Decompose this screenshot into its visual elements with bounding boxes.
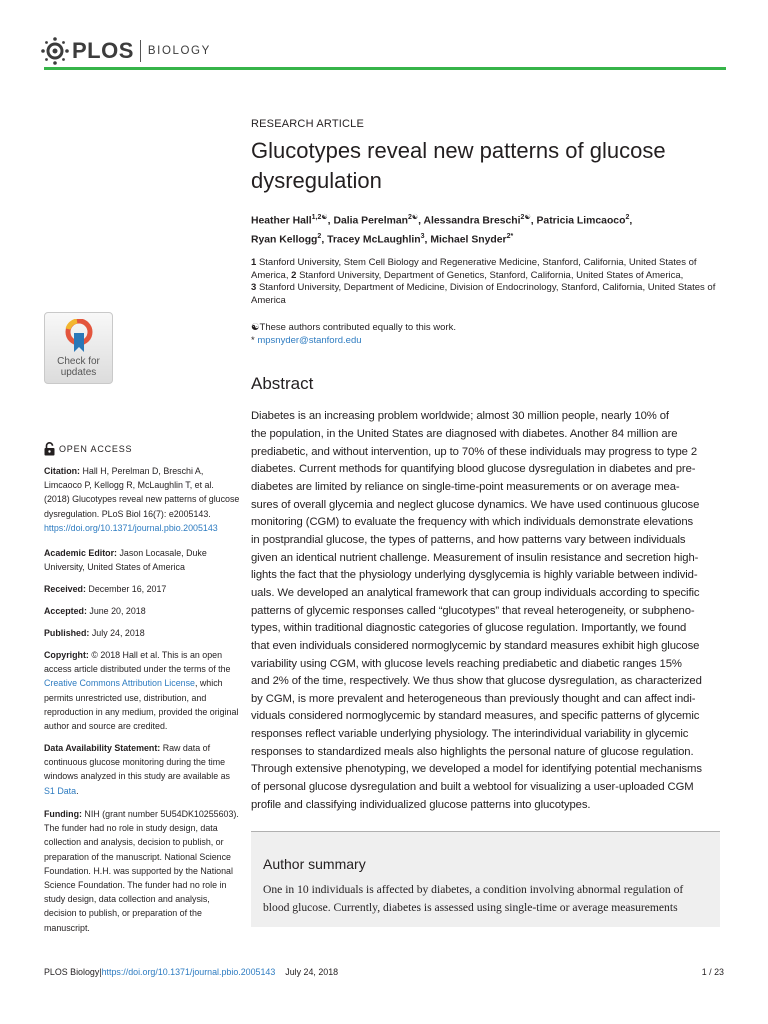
funding-text: NIH (grant number 5U54DK10255603). The funder had no role in study design, data collection and analysis, decision to publish, or preparation of the manuscript. National Science Foundation. H.H. was supported by the National Science Foundation. The funder had no role in study design, data collection and analysis, decision to publish, or preparation of the manuscript.	[44, 809, 239, 933]
affiliation-text: Stanford University, Stem Cell Biology and Regenerative Medicine, Stanford, California, United States of America,	[251, 256, 697, 281]
published-date: July 24, 2018	[91, 628, 145, 638]
logo-wordmark: PLOS	[72, 38, 134, 63]
journal-header	[40, 33, 211, 69]
abstract-line: Diabetes is an increasing problem worldwide; almost 30 million people, nearly 10% of	[251, 410, 669, 423]
affiliations	[251, 257, 731, 307]
article-title	[251, 136, 731, 196]
abstract-line: and 2% of the time, respectively. We thus show that glucose dysregulation, as characterized	[251, 675, 702, 688]
check-for-updates-button[interactable]	[44, 312, 113, 384]
citation-block	[44, 464, 240, 535]
updates-line2: updates	[60, 367, 97, 378]
author-affiliation-marker: 1,2☯	[311, 214, 328, 221]
footer-sep: |	[99, 967, 102, 977]
open-lock-icon	[44, 442, 55, 456]
summary-line: blood glucose. Currently, diabetes is assessed using single-time or average measurements	[263, 900, 678, 914]
title-line-2: dysregulation	[251, 168, 382, 193]
accepted-block	[44, 604, 240, 618]
logo-divider	[140, 40, 141, 62]
equal-contribution-note: ☯These authors contributed equally to this work.	[251, 322, 456, 334]
author-affiliation-marker: 2*	[506, 233, 514, 241]
corresponding-marker: *	[251, 335, 258, 347]
author-list: Heather Hall$^{1,2☯}$, Dalia Perelman$^{2☯}$, Alessandra Breschi$^{2☯}$, Patricia Limcaoco$^2$, Ryan Kellogg$^2$, Tracey McLaughlin$^3$, Michael Snyder$^{2*}$	[251, 214, 633, 246]
abstract-line: diabetes. Current methods for quantifying blood glucose dysregulation in diabetes and pre-	[251, 463, 696, 476]
affiliation-number: 1	[251, 256, 257, 268]
abstract-line: that even individuals considered normoglycemic by standard measures exhibit high glucose	[251, 639, 700, 652]
open-access-label: OPEN ACCESS	[59, 444, 133, 454]
header-rule	[44, 67, 726, 70]
author-name: Patricia Limcaoco	[536, 215, 626, 227]
affiliation-number: 3	[251, 282, 257, 294]
plos-logo-icon	[40, 36, 70, 66]
author-name: Heather Hall	[251, 215, 312, 227]
author-summary-text	[263, 881, 719, 916]
abstract-line: sures of overall glycemia and neglect glucose dynamics. We have used continuous glucose	[251, 498, 700, 511]
s1-data-link[interactable]: S1 Data	[44, 785, 77, 796]
affiliation-text: Stanford University, Department of Medicine, Division of Endocrinology, Stanford, California, United States of America	[251, 282, 716, 306]
page-footer	[44, 967, 724, 977]
abstract-line: types, within traditional diagnostic categories of glucose regulation. Importantly, we found	[251, 622, 687, 635]
author-name: Tracey McLaughlin	[327, 234, 421, 246]
copyright-block	[44, 648, 240, 733]
title-line-1: Glucotypes reveal new patterns of glucose	[251, 138, 666, 163]
updates-line1: Check for	[57, 356, 100, 367]
footer-doi-link[interactable]: https://doi.org/10.1371/journal.pbio.2005143	[101, 967, 276, 977]
bookmark-icon	[64, 319, 94, 353]
citation-text: Hall H, Perelman D, Breschi A, Limcaoco P, Kellogg R, McLaughlin T, et al. (2018) Glucotypes reveal new patterns of glucose dysregulation. PLoS Biol 16(7): e2005143.	[44, 466, 240, 519]
affiliation-number: 2	[291, 269, 297, 281]
abstract-body	[251, 408, 731, 814]
summary-line: One in 10 individuals is affected by diabetes, a condition involving abnormal regulation of	[263, 883, 684, 896]
editor-label: Academic Editor:	[44, 548, 117, 558]
author-affiliation-marker: 2	[625, 214, 630, 221]
received-date: December 16, 2017	[88, 584, 167, 594]
abstract-line: Through extensive phenotyping, we developed a model for identifying potential mechanisms	[251, 763, 702, 776]
author-name: Michael Snyder	[430, 234, 507, 246]
received-label: Received:	[44, 584, 86, 594]
funding-label: Funding:	[44, 809, 82, 819]
abstract-line: responses to standardized meals also highlights the personal nature of glucose regulation.	[251, 745, 694, 758]
article-main	[251, 118, 731, 814]
author-affiliation-marker: 3	[420, 233, 425, 241]
copyright-text: © 2018 Hall et al. This is an open access article distributed under the terms of the	[44, 650, 231, 675]
abstract-line: in postprandial glucose, the types of patterns, and how patterns vary between individuals	[251, 533, 686, 546]
copyright-label: Copyright:	[44, 650, 89, 660]
article-type: RESEARCH ARTICLE	[251, 118, 365, 130]
abstract-line: variability using CGM, with glucose levels reaching prediabetic and diabetic ranges 15%	[251, 657, 682, 670]
data-availability-text: Raw data of continuous glucose monitoring during the time windows analyzed in this study are available as	[44, 743, 230, 782]
data-availability-block	[44, 741, 240, 798]
abstract-line: by CGM, is more prevalent and heterogeneous than previously thought and can affect indi-	[251, 692, 696, 705]
copyright-text-end: , which permits unrestricted use, distribution, and reproduction in any medium, provided the original author and source are credited.	[44, 678, 239, 732]
citation-doi-link[interactable]: https://doi.org/10.1371/journal.pbio.2005143	[44, 522, 218, 533]
data-availability-end: .	[76, 785, 79, 796]
data-availability-label: Data Availability Statement:	[44, 743, 161, 753]
abstract-line: responses reflect variable underlying physiology. The interindividual variability in glycemic	[251, 728, 689, 741]
footer-date: July 24, 2018	[285, 967, 339, 977]
abstract-line: of personal glucose dysregulation and built a webtool for visualizing a user-uploaded CGM	[251, 781, 694, 794]
footer-journal: PLOS Biology	[44, 967, 100, 977]
corresponding-email-link[interactable]: mpsnyder@stanford.edu	[257, 335, 362, 347]
abstract-line: the population, in the United States are diagnosed with diabetes. Another 84 million are	[251, 427, 678, 440]
corresponding-author	[251, 334, 731, 347]
abstract-line: profile and classifying individualized glucose patterns into glucotypes.	[251, 798, 591, 811]
abstract-line: given an identical nutrient challenge. Measurement of insulin resistance and secretion high-	[251, 551, 699, 564]
author-notes	[251, 321, 731, 347]
received-block	[44, 582, 240, 596]
accepted-label: Accepted:	[44, 606, 87, 616]
published-label: Published:	[44, 628, 90, 638]
author-name: Alessandra Breschi	[423, 215, 521, 227]
author-summary-heading: Author summary	[263, 856, 366, 872]
author-name: Dalia Perelman	[333, 215, 408, 227]
citation-label: Citation:	[44, 466, 80, 476]
author-affiliation-marker: 2☯	[520, 214, 531, 221]
abstract-line: patterns of glycemic responses called “glucotypes” that reveal heterogeneity, or subpheno-	[251, 604, 695, 617]
author-name: Ryan Kellogg	[251, 234, 318, 246]
editor-block	[44, 546, 240, 574]
affiliation-text: Stanford University, Department of Genetics, Stanford, California, United States of America,	[299, 269, 684, 281]
abstract-line: uals. We developed an analytical framework that can group individuals according to specific	[251, 586, 700, 599]
funding-block	[44, 807, 240, 935]
accepted-date: June 20, 2018	[89, 606, 146, 616]
author-affiliation-marker: 2	[317, 233, 322, 241]
abstract-line: monitoring (CGM) to evaluate the frequency with which individuals demonstrate elevations	[251, 516, 694, 529]
editor-text: Jason Locasale, Duke University, United States of America	[44, 548, 207, 573]
published-block	[44, 626, 240, 640]
author-affiliation-marker: 2☯	[407, 214, 419, 221]
abstract-line: lights the fact that the physiology underlying dysglycemia is highly variable between individ-	[251, 569, 698, 582]
page-number: 1 / 23	[701, 967, 724, 977]
abstract-line: prediabetic, and without intervention, up to 70% of these individuals may progress to type 2	[251, 445, 698, 458]
license-link[interactable]: Creative Commons Attribution License	[44, 678, 195, 689]
abstract-heading: Abstract	[251, 374, 314, 394]
abstract-line: diabetes are limited by reliance on single-time-point measurements or on average mea-	[251, 480, 680, 493]
open-access-badge	[44, 442, 132, 456]
journal-name: BIOLOGY	[147, 45, 211, 57]
abstract-line: viduals considered normoglycemic by standard measures, and specific patterns of glycemic	[251, 710, 700, 723]
